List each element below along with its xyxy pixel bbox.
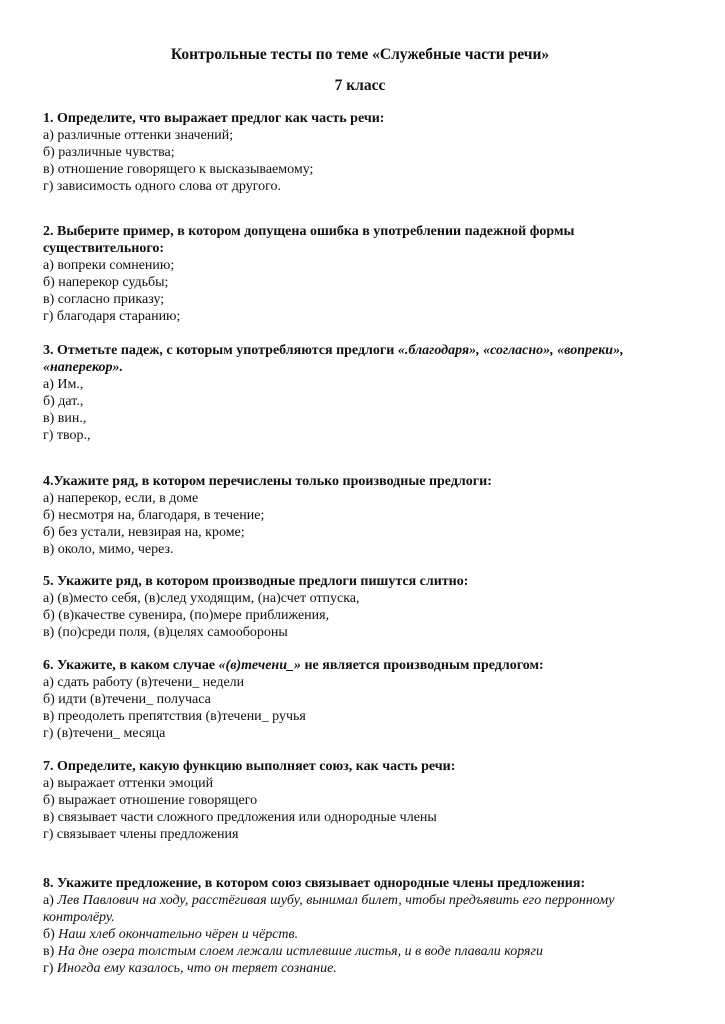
grade-heading: 7 класс (334, 77, 386, 94)
answer-option: б) выражает отношение говорящего (43, 793, 258, 808)
question-title (43, 342, 673, 376)
question-2 (43, 223, 673, 325)
answer-option: г) (в)течени_ месяца (43, 726, 166, 741)
question-1 (43, 110, 673, 195)
answer-option: г) зависимость одного слова от другого. (43, 179, 281, 194)
question-title: 5. Укажите ряд, в котором производные предлоги пишутся слитно: (43, 574, 469, 589)
question-title (43, 657, 673, 674)
answer-option: а) выражает оттенки эмоций (43, 776, 214, 791)
answer-option: б) несмотря на, благодаря, в течение; (43, 508, 265, 523)
question-title-text-after: не является производным предлогом: (300, 658, 544, 673)
answer-option: а) различные оттенки значений; (43, 128, 234, 143)
question-title-text: 3. Отметьте падеж, с которым употребляются предлоги (43, 343, 398, 358)
option-label: в) (43, 944, 58, 959)
question-title-italic: «.благодаря», «согласно», «вопреки», «наперекор». (43, 343, 624, 375)
question-title-italic: «(в)течени_» (218, 658, 301, 673)
question-5 (43, 573, 673, 641)
answer-option: в) около, мимо, через. (43, 542, 174, 557)
answer-option: б) идти (в)течени_ получаса (43, 692, 211, 707)
option-label: б) (43, 927, 59, 942)
question-title: 2. Выберите пример, в котором допущена ошибка в употреблении падежной формы существительного: (43, 224, 575, 256)
answer-option (43, 960, 673, 977)
option-text: Лев Павлович на ходу, расстёгивая шубу, вынимал билет, чтобы предъявить его перронному контролёру. (43, 893, 615, 925)
answer-option: б) дат., (43, 394, 84, 409)
answer-option: а) наперекор, если, в доме (43, 491, 199, 506)
document-title: Контрольные тесты по теме «Служебные части речи» (170, 46, 550, 63)
answer-option (43, 892, 673, 926)
answer-option (43, 943, 673, 960)
question-8 (43, 875, 673, 977)
answer-option: в) (по)среди поля, (в)целях самообороны (43, 625, 288, 640)
question-4 (43, 473, 673, 558)
answer-option: б) (в)качестве сувенира, (по)мере приближения, (43, 608, 330, 623)
answer-option: в) отношение говорящего к высказываемому; (43, 162, 314, 177)
option-text: Иногда ему казалось, что он теряет сознание. (56, 961, 337, 976)
question-6 (43, 657, 673, 742)
question-title: 4.Укажите ряд, в котором перечислены только производные предлоги: (43, 474, 492, 489)
answer-option: в) согласно приказу; (43, 292, 165, 307)
question-title: 1. Определите, что выражает предлог как часть речи: (43, 111, 385, 126)
question-7 (43, 758, 673, 843)
answer-option: а) Им., (43, 377, 84, 392)
answer-option: а) сдать работу (в)течени_ недели (43, 675, 245, 690)
answer-option: а) (в)место себя, (в)след уходящим, (на)счет отпуска, (43, 591, 360, 606)
answer-option: б) наперекор судьбы; (43, 275, 169, 290)
question-3 (43, 342, 673, 444)
answer-option (43, 926, 673, 943)
answer-option: в) вин., (43, 411, 87, 426)
question-title: 7. Определите, какую функцию выполняет союз, как часть речи: (43, 759, 456, 774)
question-title: 8. Укажите предложение, в котором союз связывает однородные члены предложения: (43, 876, 586, 891)
option-text: Наш хлеб окончательно чёрен и чёрств. (58, 927, 299, 942)
answer-option: а) вопреки сомнению; (43, 258, 175, 273)
answer-option: в) преодолеть препятствия (в)течени_ ручья (43, 709, 306, 724)
answer-option: б) различные чувства; (43, 145, 175, 160)
option-text: На дне озера толстым слоем лежали истлевшие листья, и в воде плавали коряги (57, 944, 544, 959)
question-title-text: 6. Укажите, в каком случае (43, 658, 219, 673)
answer-option: г) твор., (43, 428, 91, 443)
answer-option: г) благодаря старанию; (43, 309, 181, 324)
option-label: а) (43, 893, 58, 908)
option-label: г) (43, 961, 57, 976)
answer-option: в) связывает части сложного предложения или однородные члены (43, 810, 437, 825)
answer-option: г) связывает члены предложения (43, 827, 239, 842)
answer-option: б) без устали, невзирая на, кроме; (43, 525, 245, 540)
